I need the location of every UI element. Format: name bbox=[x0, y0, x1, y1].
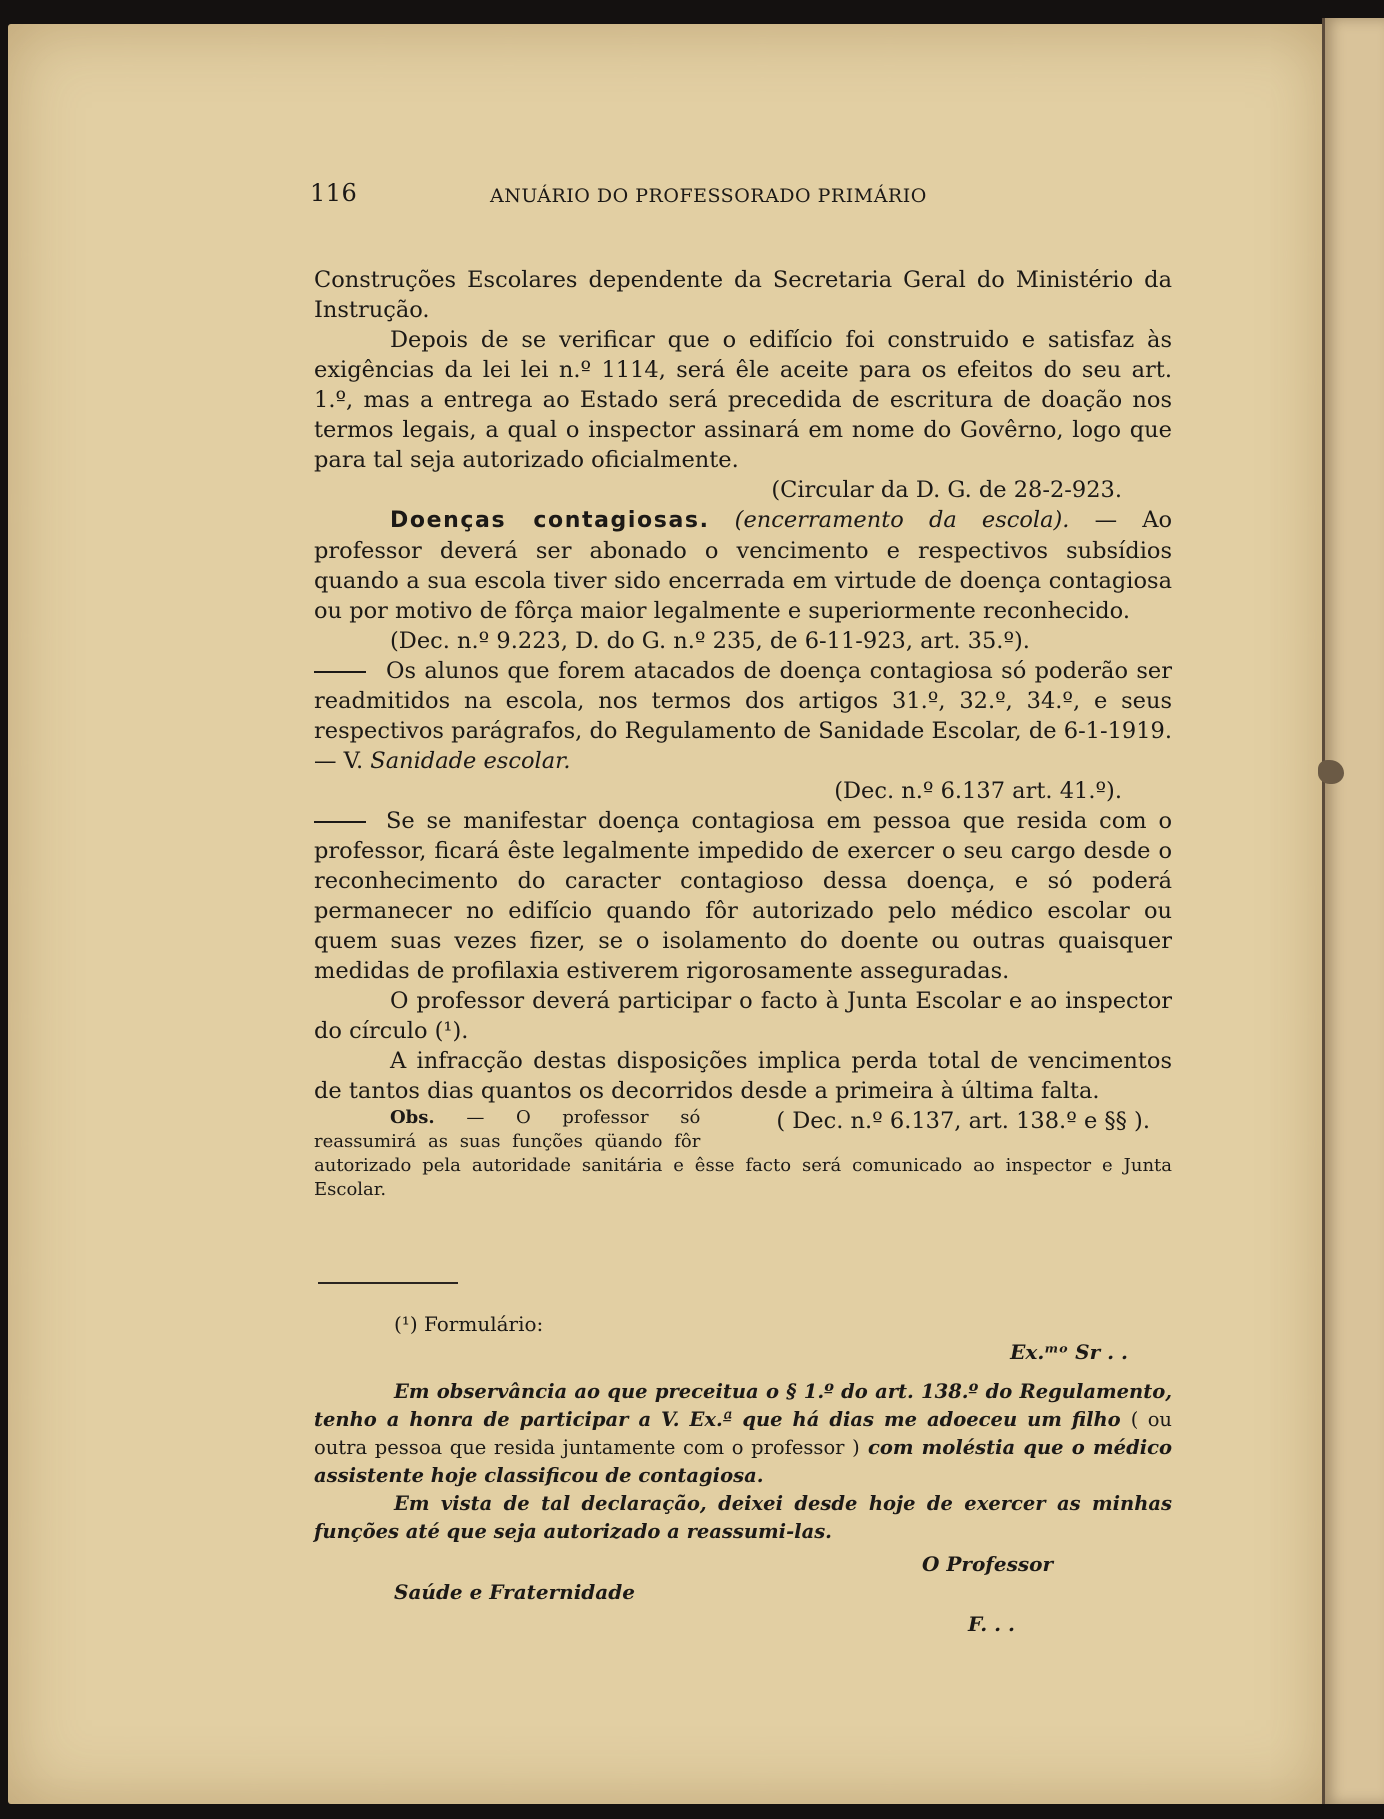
running-title: ANUÁRIO DO PROFESSORADO PRIMÁRIO bbox=[490, 185, 927, 207]
adjacent-page-edge bbox=[1322, 18, 1384, 1804]
paragraph-manifestar bbox=[314, 806, 1172, 986]
footnote-heading: (¹) Formulário: bbox=[394, 1312, 544, 1336]
paragraph-doencas bbox=[314, 505, 1172, 626]
obs-label: Obs. bbox=[390, 1107, 435, 1128]
dash-rule bbox=[314, 821, 366, 823]
letter-parenthetical: ( ou outra pessoa que resida juntamente com o professor ) bbox=[314, 1408, 1172, 1459]
section-text: — Ao professor deverá ser abonado o vencimento e respectivos subsídios quando a sua escola tiver sido encerrada em virtude de doença contagiosa ou por motivo de fôrça maior legalmente e superiormente reconhecido. bbox=[314, 507, 1172, 624]
manifestar-text: Se se manifestar doença contagiosa em pessoa que resida com o professor, ficará êste legalmente impedido de exercer o seu cargo desde o reconhecimento do caracter contagioso dessa doença, e só poderá permanecer no edifício quando fôr autorizado pelo médico escolar ou quem suas vezes fizer, se o isolamento do doente ou outras quaisquer medidas de profilaxia estiverem rigorosamente asseguradas. bbox=[314, 808, 1172, 984]
signoff-title: O Professor bbox=[922, 1552, 1054, 1576]
paragraph-construcoes: Construções Escolares dependente da Secretaria Geral do Ministério da Instrução. bbox=[314, 267, 1172, 323]
citation-dec-9223: (Dec. n.º 9.223, D. do G. n.º 235, de 6-11-923, art. 35.º). bbox=[390, 628, 1030, 654]
infraccao-text: A infracção destas disposições implica perda total de vencimentos de tantos dias quantos os decorridos desde a primeira à última falta. bbox=[314, 1048, 1172, 1104]
footnote-address: Ex.ᵐᵒ Sr . . bbox=[1010, 1340, 1128, 1364]
paragraph-alunos bbox=[314, 656, 1172, 776]
paragraph-doacao: Depois de se verificar que o edifício foi construido e satisfaz às exigências da lei lei n.º 1114, será êle aceite para os efeitos do seu art. 1.º, mas a entrega ao Estado será precedida de escritura de doação nos termos legais, a qual o inspector assinará em nome do Govêrno, logo que para tal seja autorizado oficialmente. bbox=[314, 327, 1172, 473]
letter-text-c: com moléstia que o médico assistente hoje classificou de contagiosa. bbox=[314, 1436, 1172, 1487]
dash-rule bbox=[314, 671, 366, 673]
footnote-separator bbox=[318, 1282, 458, 1284]
citation-dec-6137-41: (Dec. n.º 6.137 art. 41.º). bbox=[834, 778, 1122, 804]
alunos-text: Os alunos que forem atacados de doença contagiosa só poderão ser readmitidos na escola, nos termos dos artigos 31.º, 32.º, 34.º, e seus respectivos parágrafos, do Regulamento de Sanidade Escolar, de 6-1-1919. — V. bbox=[314, 658, 1172, 774]
binding-mark bbox=[1318, 760, 1344, 784]
signature: F. . . bbox=[968, 1612, 1016, 1636]
citation-dec-6137-138: ( Dec. n.º 6.137, art. 138.º e §§ ). bbox=[776, 1108, 1150, 1134]
letter-text-a: Em observância ao que preceitua o § 1.º do art. 138.º do Regulamento, tenho a honra de participar a V. Ex.ª que há dias me adoeceu um filho bbox=[314, 1380, 1172, 1431]
greeting: Saúde e Fraternidade bbox=[394, 1580, 635, 1604]
page-header bbox=[310, 178, 1172, 212]
footnote-letter bbox=[314, 1378, 1172, 1546]
page-number: 116 bbox=[310, 179, 358, 207]
citation-circular: (Circular da D. G. de 28-2-923. bbox=[771, 477, 1122, 503]
sanidade-reference: Sanidade escolar. bbox=[370, 748, 571, 774]
letter-text-d: Em vista de tal declaração, deixei desde hoje de exercer as minhas funções até que seja autorizado a reassumi-las. bbox=[314, 1492, 1172, 1543]
body-text bbox=[314, 265, 1172, 1202]
footnote bbox=[314, 1310, 1172, 1640]
obs-text: — O professor só reassumirá as suas funções qüando fôr autorizado pela autoridade sanitária e êsse facto será comunicado ao inspector e Junta Escolar. bbox=[314, 1107, 1172, 1200]
letter-signoff bbox=[314, 1550, 1172, 1640]
paragraph-participar: O professor deverá participar o facto à Junta Escolar e ao inspector do círculo (¹). bbox=[314, 988, 1172, 1044]
section-subtitle: (encerramento da escola). bbox=[734, 507, 1070, 533]
section-title: Doenças contagiosas. bbox=[390, 508, 710, 533]
